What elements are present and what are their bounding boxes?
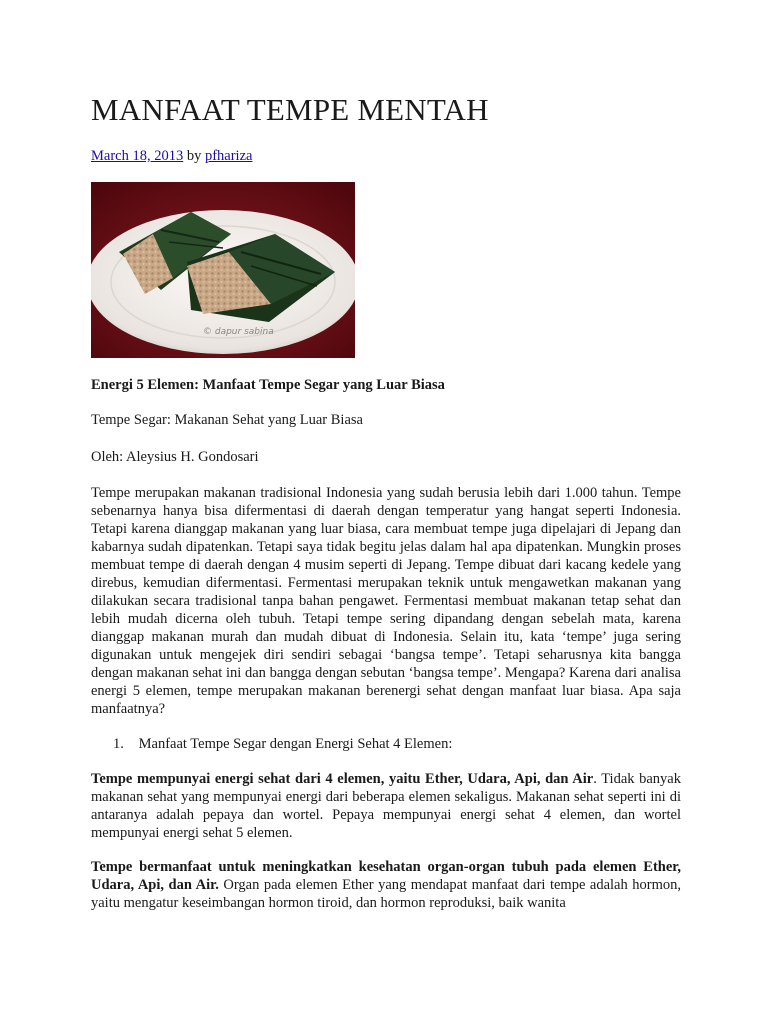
tempe-photo-illustration: [91, 182, 355, 358]
article-author-line: Oleh: Aleysius H. Gondosari: [91, 449, 259, 465]
paragraph-energy: [91, 770, 681, 842]
subheading: Energi 5 Elemen: Manfaat Tempe Segar yang Luar Biasa: [91, 377, 445, 393]
paragraph-organs-text: Organ pada elemen Ether yang mendapat manfaat dari tempe adalah hormon, yaitu mengatur keseimbangan hormon tiroid, dan hormon reproduksi, baik wanita: [91, 877, 681, 911]
article-line-1: Tempe Segar: Makanan Sehat yang Luar Biasa: [91, 412, 363, 428]
by-label: by: [186, 148, 202, 164]
article-title: MANFAAT TEMPE MENTAH: [91, 92, 489, 127]
article-meta: [91, 148, 252, 165]
tempe-photo: [91, 182, 355, 358]
author-link[interactable]: pfhariza: [204, 148, 253, 164]
article-date-link[interactable]: March 18, 2013: [91, 148, 184, 164]
paragraph-energy-bold: Tempe mempunyai energi sehat dari 4 elemen, yaitu Ether, Udara, Api, dan Air: [91, 771, 594, 787]
paragraph-energy-text: . Tidak banyak makanan sehat yang mempunyai energi dari beberapa elemen sekaligus. Makanan sehat seperti ini di antaranya adalah pepaya dan wortel. Pepaya mempunyai energi sehat 4 elemen, dan wortel mempunyai energi sehat 5 elemen.: [91, 771, 681, 841]
paragraph-organs: [91, 858, 681, 912]
list-item-text: Manfaat Tempe Segar dengan Energi Sehat 4 Elemen:: [138, 736, 453, 752]
paragraph-intro: Tempe merupakan makanan tradisional Indonesia yang sudah berusia lebih dari 1.000 tahun. Tempe sebenarnya hanya bisa difermentasi di daerah dengan temperatur yang hangat seperti Indonesia. Tetapi karena dianggap makanan yang luar biasa, cara membuat tempe juga dipelajari di Jepang dan kabarnya sudah dipatenkan. Tetapi saya tidak begitu jelas dalam hal apa dipatenkan. Mungkin proses membuat tempe di daerah dengan 4 musim seperti di Jepang. Tempe dibuat dari kacang kedele yang direbus, kemudian difermentasi. Fermentasi merupakan teknik untuk mengawetkan makanan yang dilakukan secara tradisional tanpa bahan pengawet. Fermentasi membuat makanan tetap sehat dan lebih mudah dicerna oleh tubuh. Tetapi tempe sering dipandang dengan sebelah mata, karena dianggap makanan murah dan mudah dibuat di Indonesia. Selain itu, kata ‘tempe’ juga sering digunakan untuk mengejek diri sendiri sebagai ‘bangsa tempe’. Tetapi seharusnya kita bangga dengan makanan sehat ini dan bangga dengan sebutan ‘bangsa tempe’. Mengapa? Karena dari analisa energi 5 elemen, tempe merupakan makanan berenergi sehat dengan manfaat luar biasa. Apa saja manfaatnya?: [91, 485, 681, 717]
list-item: [113, 736, 452, 753]
photo-watermark: © dapur sabina: [203, 327, 274, 337]
paragraph-organs-bold: Tempe bermanfaat untuk meningkatkan kesehatan organ-organ tubuh pada elemen Ether, Udara, Api, dan Air.: [91, 859, 681, 893]
list-number: 1.: [113, 736, 124, 752]
